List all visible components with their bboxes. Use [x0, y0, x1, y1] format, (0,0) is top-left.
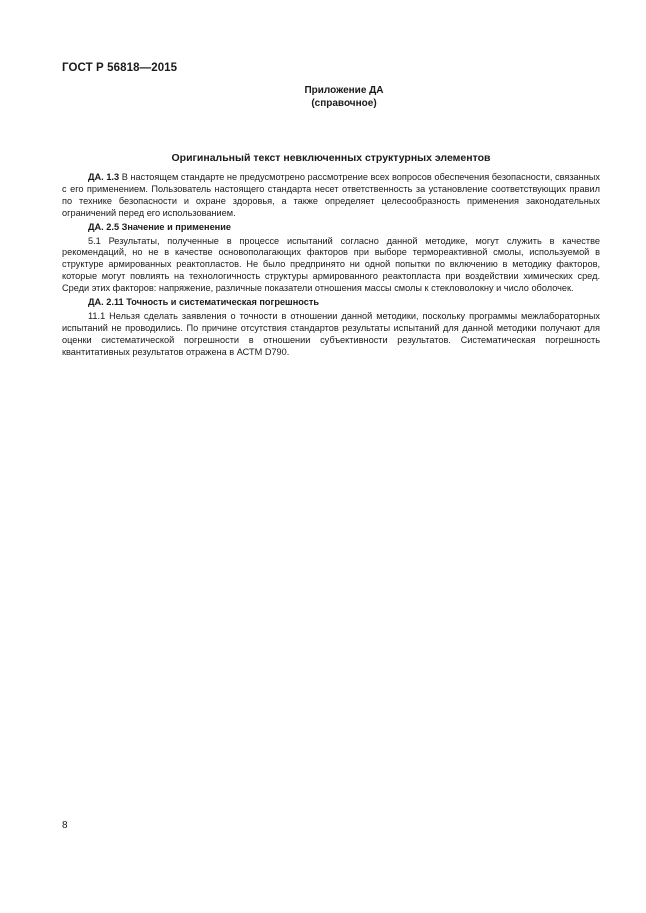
paragraph-da-1-3: [62, 172, 600, 220]
appendix-title: Приложение ДА: [304, 85, 384, 96]
paragraph-11-1: 11.1 Нельзя сделать заявления о точности в отношении данной методики, поскольку программы межлабораторных испытаний не проводились. По причине отсутствия стандартов результаты испытаний для данной методики получают для оценки систематической погрешности в отношении субъективности результатов. Систематическая погрешность квантитативных результатов отражена в АСТМ D790.: [62, 310, 600, 357]
paragraph-text: В настоящем стандарте не предусмотрено рассмотрение всех вопросов обеспечения безопасности, связанных с его применением. Пользователь настоящего стандарта несет ответственность за установление соответствующих правил по технике безопасности и охране здоровья, а также определяет целесообразность применения законодательных ограничений перед его использованием.: [62, 172, 600, 218]
main-title: Оригинальный текст невключенных структурных элементов: [171, 152, 491, 164]
document-body: [62, 172, 600, 361]
section-heading-da-2-11: ДА. 2.11 Точность и систематическая погрешность: [88, 297, 320, 308]
appendix-subtitle: (справочное): [311, 97, 377, 109]
paragraph-lead: ДА. 1.3: [88, 172, 120, 182]
standard-code: ГОСТ Р 56818—2015: [62, 62, 178, 74]
paragraph-5-1: 5.1 Результаты, полученные в процессе испытаний согласно данной методике, могут служить в качестве рекомендаций, но не в качестве основополагающих факторов при выборе термореактивной смолы, используемой в структуре армированных реактопластов. Не было предпринято ни одной попытки по включению в методику факторов, которые могут повлиять на технологичность структуры армированного реактопласта при воздействии химических сред. Среди этих факторов: напряжение, различные показатели отношения массы смолы к стекловолокну и число оболочек.: [62, 235, 600, 294]
page-number: 8: [62, 820, 68, 831]
appendix-header: [0, 85, 646, 110]
section-heading-da-2-5: ДА. 2.5 Значение и применение: [88, 221, 231, 232]
